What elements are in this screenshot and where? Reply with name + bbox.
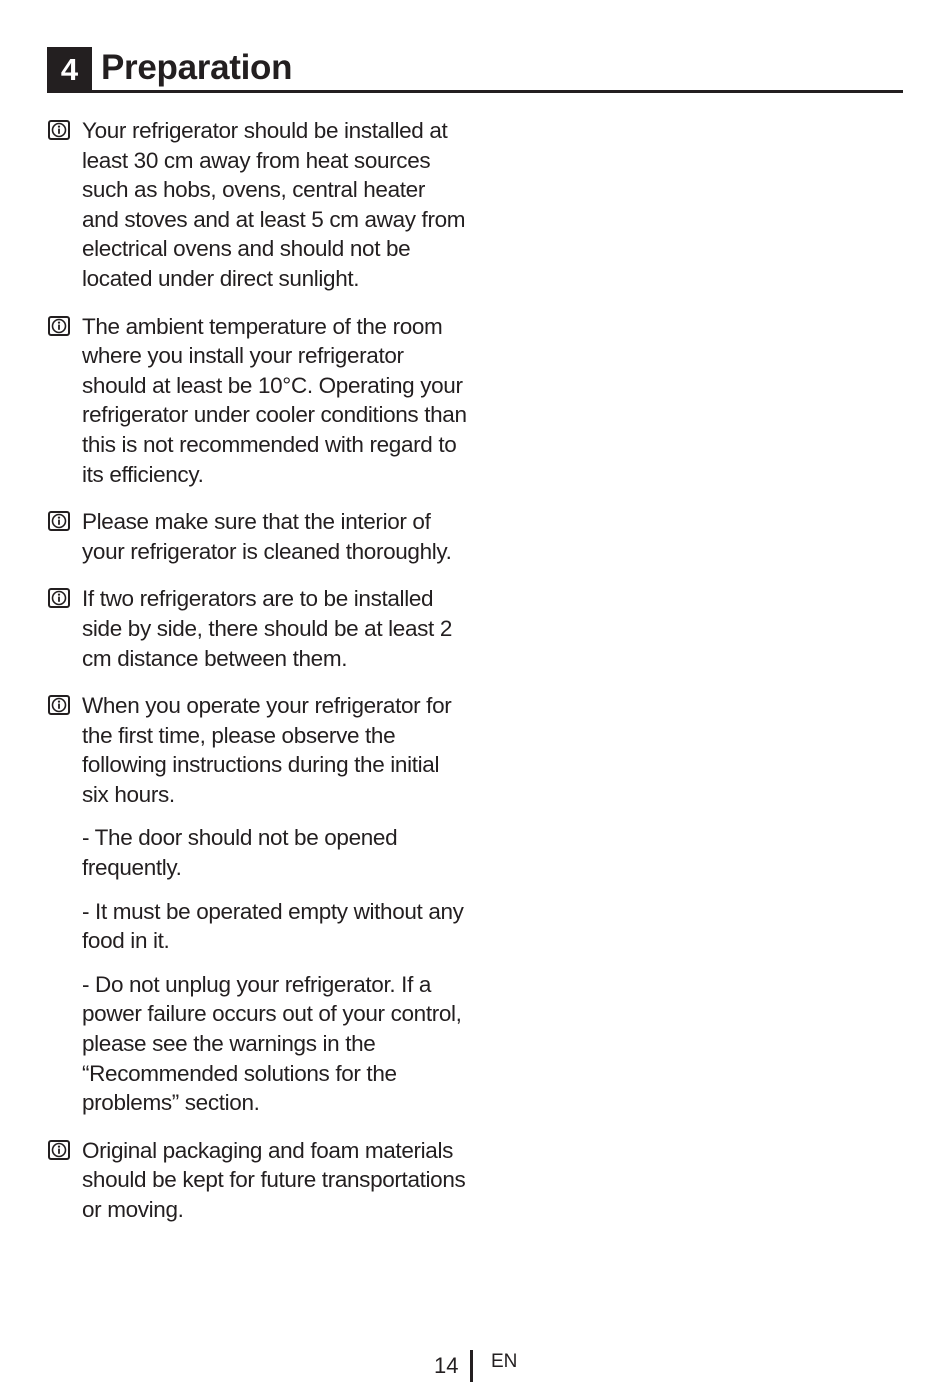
- info-icon: [48, 316, 70, 336]
- item-text: When you operate your refrigerator for the first time, please observe the following instructions during the initial six hours.: [82, 693, 452, 807]
- item-text: The ambient temperature of the room where you install your refrigerator should at least be 10°C. Operating your refrigerator under cooler conditions than this is not recommended with regard to its efficiency.: [82, 313, 467, 487]
- info-icon: [48, 588, 70, 608]
- list-item: [47, 1136, 467, 1225]
- info-icon: [48, 1140, 70, 1160]
- page-footer: [434, 1350, 554, 1384]
- info-icon: [48, 511, 70, 531]
- footer-divider: [470, 1350, 473, 1382]
- page-number: 14: [434, 1353, 459, 1378]
- list-item: [47, 116, 467, 294]
- content: [47, 116, 467, 1243]
- item-subtext: - It must be operated empty without any food in it.: [82, 898, 464, 954]
- item-subtext: - Do not unplug your refrigerator. If a power failure occurs out of your control, please see the warnings in the “Recommended solutions for the problems” section.: [82, 971, 462, 1116]
- chapter-number: 4: [47, 47, 92, 93]
- page-title: Preparation: [101, 48, 293, 87]
- list-item: [47, 312, 467, 490]
- chapter-header: [47, 47, 903, 93]
- info-icon: [48, 120, 70, 140]
- item-text: Your refrigerator should be installed at least 30 cm away from heat sources such as hobs, ovens, central heater and stoves and at least 5 cm away from electrical ovens and should not be located under direct sunlight.: [82, 118, 466, 291]
- item-text: Please make sure that the interior of your refrigerator is cleaned thoroughly.: [82, 509, 452, 564]
- list-item: [47, 584, 467, 673]
- info-icon: [48, 695, 70, 715]
- list-item: [47, 507, 467, 566]
- list-item: [47, 691, 467, 1118]
- item-subtext: - The door should not be opened frequently.: [82, 825, 398, 881]
- item-text: If two refrigerators are to be installed side by side, there should be at least 2 cm distance between them.: [82, 586, 452, 671]
- language-code: EN: [491, 1351, 518, 1372]
- item-text: Original packaging and foam materials should be kept for future transportations or moving.: [82, 1137, 466, 1222]
